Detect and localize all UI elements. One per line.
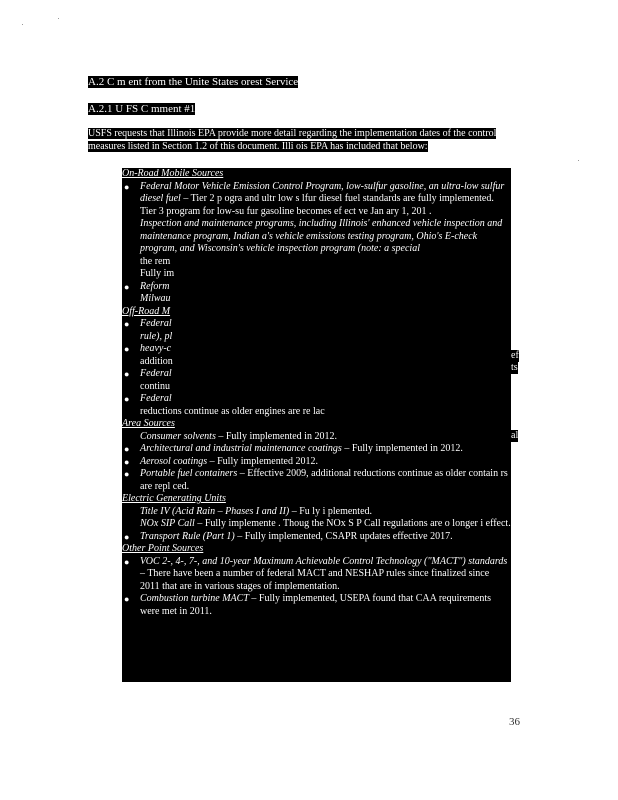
list-item: Inspection and maintenance programs, including Illinois' enhanced vehicle inspection and maintenance program, Indian a's vehicle emissions testing program, Ohio's E-check program, and Wisconsin's vehicle inspection program (note: a special bbox=[140, 218, 503, 254]
area-sources-title: Area Sources bbox=[122, 418, 175, 429]
list-item: ● Portable fuel containers – Effective 2009, additional reductions continue as older contain rs are repl ced. bbox=[124, 468, 508, 492]
bullet-icon: ● bbox=[124, 281, 130, 292]
bullet-icon: ● bbox=[124, 319, 130, 329]
bullet-icon: ● bbox=[124, 394, 130, 404]
page-number: 36 bbox=[509, 716, 520, 728]
list-item: Title IV (Acid Rain – Phases I and II) – Fu ly i plemented. bbox=[140, 505, 373, 517]
bullet-icon: ● bbox=[124, 469, 130, 479]
bullet-icon: ● bbox=[124, 444, 130, 454]
list-item: Consumer solvents – Fully implemented in 2012. bbox=[140, 430, 337, 442]
intro-paragraph: USFS requests that Illinois EPA provide more detail regarding the implementation dates of the control measures listed in Section 1.2 of this document. Illi ois EPA has included that below: bbox=[88, 128, 497, 152]
list-item: ● Transport Rule (Part 1) – Fully implemented, CSAPR updates effective 2017. bbox=[124, 530, 453, 542]
edge-fragment: ef bbox=[511, 350, 519, 361]
bullet-icon: ● bbox=[124, 594, 130, 604]
redacted-line: Milwau bbox=[140, 293, 171, 304]
subsection-heading: A.2.1 U FS C mment #1 bbox=[88, 103, 196, 115]
list-item: ● Federal bbox=[124, 393, 172, 404]
edge-fragment: al bbox=[511, 430, 519, 441]
scan-speck bbox=[22, 24, 23, 25]
bullet-icon: ● bbox=[124, 556, 130, 567]
redacted-line: addition bbox=[140, 355, 173, 367]
list-item: ● Federal bbox=[124, 318, 172, 329]
bullet-icon: ● bbox=[124, 369, 130, 379]
bullet-icon: ● bbox=[124, 181, 130, 192]
edge-fragment: ts bbox=[511, 362, 518, 373]
list-item: ● VOC 2-, 4-, 7-, and 10-year Maximum Achievable Control Technology ("MACT") standards – There have been a number of federal MACT and NESHAP rules since finalized since 2011 that are in various stages of implementation. bbox=[124, 555, 508, 592]
bullet-icon: ● bbox=[124, 456, 130, 467]
bullet-icon: ● bbox=[124, 531, 130, 542]
list-item: NOx SIP Call – Fully implemente . Thoug the NOx S P Call regulations are o longer i effect. bbox=[140, 518, 511, 529]
scan-speck bbox=[578, 160, 579, 161]
list-item: ● Federal bbox=[124, 368, 172, 379]
list-item: ● heavy-c bbox=[124, 343, 172, 354]
off-road-title: Off-Road M bbox=[122, 305, 171, 317]
list-item: ● Architectural and industrial maintenance coatings – Fully implemented in 2012. bbox=[124, 443, 463, 454]
list-item: ● Aerosol coatings – Fully implemented 2012. bbox=[124, 455, 318, 467]
bullet-icon: ● bbox=[124, 344, 130, 354]
scan-speck bbox=[58, 18, 59, 19]
section-heading: A.2 C m ent from the Unite States orest Service bbox=[88, 76, 299, 88]
redacted-line: continu bbox=[140, 380, 170, 392]
control-measures-box bbox=[122, 168, 511, 682]
list-item: ● Reform bbox=[124, 280, 170, 292]
list-item: ● Federal Motor Vehicle Emission Control Program, low-sulfur gasoline, an ultra-low sulfur diesel fuel – Tier 2 p ogra and ultr low s lfur diesel fuel standards are fully implemented. Tier 3 program for low-su fur gasoline becomes ef ect ve Jan ary 1, 201 . bbox=[124, 180, 505, 217]
egu-title: Electric Generating Units bbox=[122, 493, 226, 504]
list-item-text: reductions continue as older engines are re lac bbox=[140, 405, 325, 417]
other-point-title: Other Point Sources bbox=[122, 543, 204, 554]
on-road-title: On-Road Mobile Sources bbox=[122, 168, 224, 179]
redacted-line: rule), pl bbox=[140, 330, 173, 342]
redacted-line: the rem bbox=[140, 255, 171, 267]
list-item: ● Combustion turbine MACT – Fully implemented, USEPA found that CAA requirements were met in 2011. bbox=[124, 593, 492, 617]
redacted-line: Fully im bbox=[140, 268, 175, 279]
